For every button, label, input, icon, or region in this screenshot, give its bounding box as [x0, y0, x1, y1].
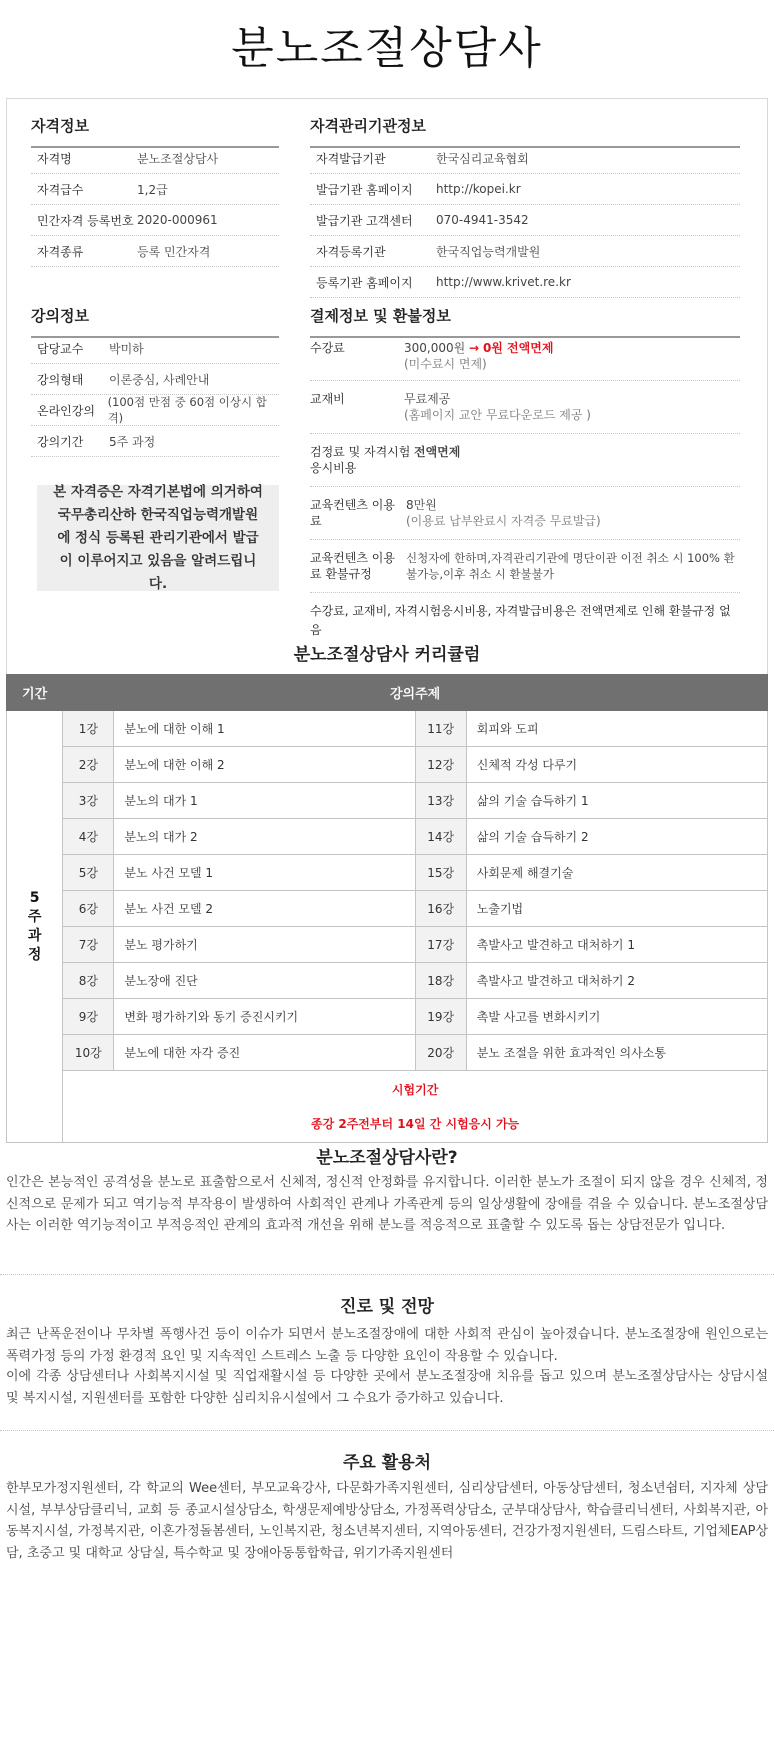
- lecture-number: 1강: [63, 711, 114, 747]
- pay-key: 교재비: [310, 392, 345, 406]
- table-row: [7, 855, 768, 891]
- pay-value: [406, 497, 601, 529]
- kv-value: 1,2급: [137, 182, 168, 197]
- lecture-number: 9강: [63, 999, 114, 1035]
- lecture-topic: 회피와 도피: [466, 711, 767, 747]
- table-row: [7, 1035, 768, 1071]
- kv-row: [31, 395, 279, 426]
- divider: [0, 1430, 774, 1431]
- col-topic: 강의주제: [63, 675, 768, 711]
- kv-value: (100점 만점 중 60점 이상시 합격): [107, 395, 267, 425]
- table-row: [7, 927, 768, 963]
- arrow-icon: →: [469, 341, 480, 355]
- kv-key: 온라인강의: [37, 403, 95, 418]
- kv-row: [31, 205, 279, 236]
- table-row: [7, 711, 768, 747]
- kopei-link[interactable]: http://kopei.kr: [436, 182, 521, 196]
- table-row: [7, 819, 768, 855]
- payment-title: 결제정보 및 환불정보: [310, 305, 740, 338]
- lecture-number: 7강: [63, 927, 114, 963]
- lecture-number: 3강: [63, 783, 114, 819]
- table-row: [7, 999, 768, 1035]
- lecture-topic: 사회문제 해결기술: [466, 855, 767, 891]
- kv-value: 박미하: [109, 341, 144, 356]
- usage-text: 한부모가정지원센터, 각 학교의 Wee센터, 부모교육강사, 다문화가족지원센터, 심리상담센터, 아동상담센터, 청소년쉼터, 지자체 상담시설, 부부상담클리닉, 교회 등 종교시설상담소, 학생문제예방상담소, 가정폭력상담소, 군부대상담사, 학습클리닉센터, 사회복지관, 아동복지시설, 가정복지관, 이혼가정돌봄센터, 노인복지관, 청소년복지센터, 지역아동센터, 건강가정지원센터, 드림스타트, 기업체EAP상담, 초중고 및 대학교 상담실, 특수학교 및 장애아동통합학급, 위기가족지원센터: [6, 1481, 768, 1561]
- qual-info-title: 자격정보: [31, 115, 279, 148]
- exam-row: [7, 1071, 768, 1143]
- kv-key: 자격급수: [37, 182, 84, 197]
- lecture-topic: 노출기법: [466, 891, 767, 927]
- exam-desc: 종강 2주전부터 14일 간 시험응시 가능: [310, 1116, 520, 1131]
- lecture-number: 19강: [415, 999, 466, 1035]
- lecture-number: 10강: [63, 1035, 114, 1071]
- kv-key: 자격종류: [37, 244, 84, 259]
- lecture-number: 6강: [63, 891, 114, 927]
- lecture-number: 5강: [63, 855, 114, 891]
- notice-box: 본 자격증은 자격기본법에 의거하여 국무총리산하 한국직업능력개발원에 정식 등록된 관리기관에서 발급이 이루어지고 있음을 알려드립니다.: [37, 485, 279, 591]
- kv-row: [31, 333, 279, 364]
- about-title: 분노조절상담사란?: [316, 1148, 458, 1168]
- lecture-topic: 분노 평가하기: [114, 927, 415, 963]
- kv-row: [310, 267, 740, 298]
- lecture-number: 20강: [415, 1035, 466, 1071]
- lecture-topic: 분노 사건 모델 2: [114, 891, 415, 927]
- lecture-topic: 촉발사고 발견하고 대처하기 1: [466, 927, 767, 963]
- lecture-number: 17강: [415, 927, 466, 963]
- lecture-number: 13강: [415, 783, 466, 819]
- kv-key: 강의기간: [37, 434, 84, 449]
- kv-value: 한국직업능력개발원: [436, 244, 541, 259]
- pay-key: 수강료: [310, 341, 345, 355]
- book-sub: (홈페이지 교안 무료다운로드 제공 ): [404, 408, 591, 422]
- kv-row: [31, 174, 279, 205]
- info-box: [6, 98, 768, 702]
- qual-info-list: [31, 143, 279, 267]
- lecture-number: 4강: [63, 819, 114, 855]
- pay-row-exam: [310, 434, 740, 487]
- career-text-1: 최근 난폭운전이나 무차별 폭행사건 등이 이슈가 되면서 분노조절장애에 대한 사회적 관심이 높아졌습니다. 분노조절장애 원인으로는 폭력가정 등의 가정 환경적 요인 및 지속적인 스트레스 노출 등 다양한 요인이 작용할 수 있습니다.: [6, 1327, 768, 1364]
- lecture-topic: 분노장애 진단: [114, 963, 415, 999]
- book-value: 무료제공: [404, 392, 451, 406]
- lecture-topic: 분노의 대가 1: [114, 783, 415, 819]
- pay-value: [404, 340, 553, 372]
- lecture-number: 15강: [415, 855, 466, 891]
- kv-row: [310, 236, 740, 267]
- kv-value: 분노조절상담사: [137, 151, 219, 166]
- kv-key: 등록기관 홈페이지: [316, 275, 413, 290]
- lecture-topic: 신체적 각성 다루기: [466, 747, 767, 783]
- lecture-topic: 분노 조절을 위한 효과적인 의사소통: [466, 1035, 767, 1071]
- exam-value: 전액면제: [414, 445, 461, 459]
- curriculum-table: [6, 674, 768, 1143]
- period-cell: [7, 711, 63, 1143]
- kv-value: 이론중심, 사례안내: [109, 372, 210, 387]
- pay-value: [404, 391, 591, 423]
- kv-key: 민간자격 등록번호: [37, 213, 134, 228]
- lecture-topic: 분노 사건 모델 1: [114, 855, 415, 891]
- fee-sub: (미수료시 면제): [404, 357, 487, 371]
- kv-row: [310, 205, 740, 236]
- payment-list: [310, 333, 740, 640]
- kv-value: 070-4941-3542: [436, 213, 529, 227]
- table-row: [7, 891, 768, 927]
- period-text: 5주 과정: [27, 889, 42, 963]
- lecture-topic: 분노에 대한 이해 2: [114, 747, 415, 783]
- fee-original: 300,000원: [404, 341, 466, 355]
- lecture-topic: 촉발 사고를 변화시키기: [466, 999, 767, 1035]
- content-value: 8만원: [406, 498, 437, 512]
- lecture-number: 8강: [63, 963, 114, 999]
- pay-key: 교육컨텐츠 이용료: [310, 498, 395, 528]
- lecture-topic: 분노에 대한 자각 증진: [114, 1035, 415, 1071]
- divider: [0, 1274, 774, 1275]
- kv-key: 발급기관 고객센터: [316, 213, 413, 228]
- lecture-number: 18강: [415, 963, 466, 999]
- table-row: [7, 747, 768, 783]
- org-info-title: 자격관리기관정보: [310, 115, 740, 148]
- page-title: 분노조절상담사: [231, 23, 543, 74]
- career-title: 진로 및 전망: [340, 1297, 434, 1317]
- exam-cell: [63, 1071, 768, 1143]
- table-row: [7, 963, 768, 999]
- kv-value: 등록 민간자격: [137, 244, 211, 259]
- kv-value: 한국심리교육협회: [436, 151, 529, 166]
- about-text: 인간은 본능적인 공격성을 분노로 표출함으로서 신체적, 정신적 안정화를 유지합니다. 이러한 분노가 조절이 되지 않을 경우 신체적, 정신적으로 문제가 되고 역기능적 부작용이 발생하여 사회적인 관계나 가족관계 등의 일상생활에 장애를 겪을 수 있습니다. 분노조절상담사는 이러한 역기능적이고 부적응적인 관계의 효과적 개선을 위해 분노를 적응적으로 표출할 수 있도록 돕는 상담전문가 입니다.: [6, 1175, 768, 1233]
- pay-row-book: [310, 381, 740, 434]
- lecture-number: 2강: [63, 747, 114, 783]
- table-header: [7, 675, 768, 711]
- pay-row-fee: [310, 333, 740, 381]
- lecture-info-list: [31, 333, 279, 457]
- kv-row: [31, 426, 279, 457]
- kv-key: 강의형태: [37, 372, 84, 387]
- kv-row: [31, 143, 279, 174]
- org-info-list: [310, 143, 740, 298]
- kv-key: 발급기관 홈페이지: [316, 182, 413, 197]
- lecture-topic: 삶의 기술 습득하기 1: [466, 783, 767, 819]
- lecture-topic: 촉발사고 발견하고 대처하기 2: [466, 963, 767, 999]
- kv-key: 자격명: [37, 151, 72, 166]
- pay-key: 교육컨텐츠 이용료 환불규정: [310, 551, 395, 581]
- kv-value: 2020-000961: [137, 213, 218, 227]
- pay-key: 검정료 및 자격시험 응시비용: [310, 445, 411, 475]
- pay-row-refund: [310, 540, 740, 593]
- refund-value: 신청자에 한하며,자격관리기관에 명단이관 이전 취소 시 100% 환불가능,이후 취소 시 환불불가: [406, 551, 735, 581]
- lecture-topic: 분노의 대가 2: [114, 819, 415, 855]
- kv-row: [31, 236, 279, 267]
- col-period: 기간: [7, 675, 63, 711]
- lecture-number: 16강: [415, 891, 466, 927]
- content-sub: (이용료 납부완료시 자격증 무료발급): [406, 514, 601, 528]
- exam-title: 시험기간: [391, 1082, 439, 1097]
- payment-note: 수강료, 교재비, 자격시험응시비용, 자격발급비용은 전액면제로 인해 환불규정 없음: [310, 604, 731, 637]
- lecture-number: 14강: [415, 819, 466, 855]
- usage-title: 주요 활용처: [342, 1453, 432, 1473]
- table-row: [7, 783, 768, 819]
- career-text-2: 이에 각종 상담센터나 사회복지시설 및 직업재활시설 등 다양한 곳에서 분노조절장애 치유를 돕고 있으며 분노조절상담사는 상담시설 및 복지시설, 지원센터를 포함한 다양한 심리치유시설에서 그 수요가 증가하고 있습니다.: [6, 1369, 768, 1406]
- lecture-number: 12강: [415, 747, 466, 783]
- fee-free: 0원 전액면제: [482, 341, 554, 355]
- curriculum-title: 분노조절상담사 커리큘럼: [293, 645, 481, 665]
- kv-key: 자격등록기관: [316, 244, 386, 259]
- lecture-topic: 분노에 대한 이해 1: [114, 711, 415, 747]
- lecture-number: 11강: [415, 711, 466, 747]
- pay-row-content: [310, 487, 740, 540]
- kv-value: 5주 과정: [109, 434, 156, 449]
- kv-row: [310, 174, 740, 205]
- lecture-info-title: 강의정보: [31, 305, 279, 338]
- lecture-topic: 변화 평가하기와 동기 증진시키기: [114, 999, 415, 1035]
- kv-key: 자격발급기관: [316, 151, 386, 166]
- kv-key: 담당교수: [37, 341, 84, 356]
- lecture-topic: 삶의 기술 습득하기 2: [466, 819, 767, 855]
- krivet-link[interactable]: http://www.krivet.re.kr: [436, 275, 571, 289]
- kv-row: [31, 364, 279, 395]
- kv-row: [310, 143, 740, 174]
